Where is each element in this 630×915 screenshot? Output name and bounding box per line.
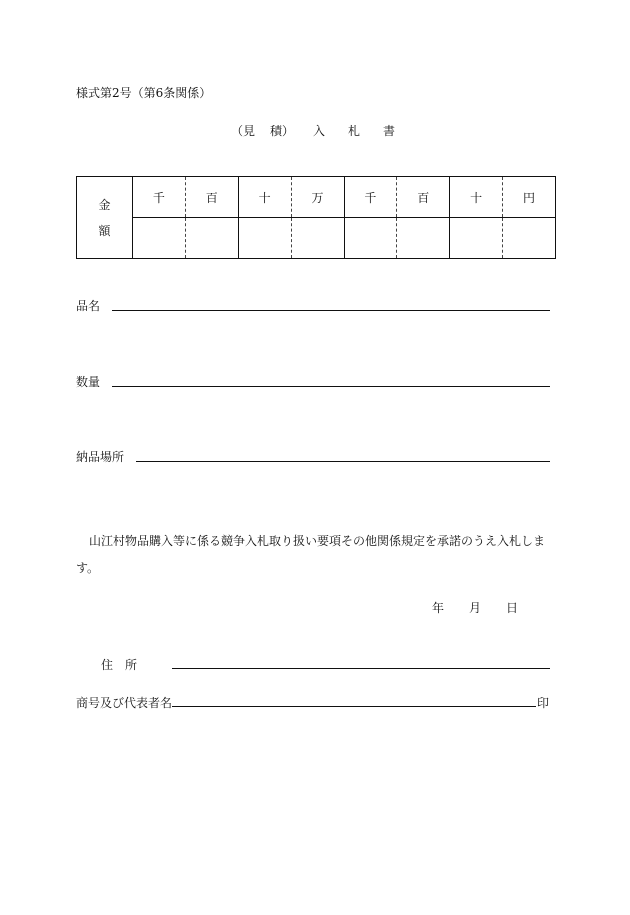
amount-digit-cell[interactable] <box>397 218 450 259</box>
form-number: 様式第2号（第6条関係） <box>76 86 212 100</box>
title-part-2: 積） <box>270 124 295 138</box>
unit-header: 千 <box>344 177 397 218</box>
amount-digit-cell[interactable] <box>291 218 344 259</box>
item-name-label: 品名 <box>76 299 101 313</box>
amount-digit-cell[interactable] <box>344 218 397 259</box>
title-part-5: 書 <box>383 124 396 138</box>
document-title <box>231 122 395 139</box>
unit-header: 百 <box>397 177 450 218</box>
unit-header: 円 <box>503 177 556 218</box>
amount-digit-cell[interactable] <box>503 218 556 259</box>
amount-label: 金 額 <box>77 177 133 259</box>
delivery-place-line[interactable] <box>136 461 550 462</box>
amount-digit-cell[interactable] <box>185 218 238 259</box>
unit-header: 千 <box>133 177 186 218</box>
title-part-1: （見 <box>231 124 256 138</box>
amount-digit-cell[interactable] <box>133 218 186 259</box>
unit-header: 百 <box>185 177 238 218</box>
unit-header: 十 <box>450 177 503 218</box>
delivery-place-label: 納品場所 <box>76 450 125 464</box>
unit-header: 十 <box>238 177 291 218</box>
date-fields <box>432 599 518 616</box>
year-label: 年 <box>432 601 445 615</box>
company-representative-label: 商号及び代表者名 <box>76 696 173 710</box>
item-name-line[interactable] <box>112 310 550 311</box>
title-part-3: 入 <box>313 124 326 138</box>
amount-digit-cell[interactable] <box>238 218 291 259</box>
amount-table <box>76 176 556 259</box>
month-label: 月 <box>469 601 482 615</box>
amount-digit-cell[interactable] <box>450 218 503 259</box>
day-label: 日 <box>506 601 519 615</box>
quantity-label: 数量 <box>76 375 101 389</box>
address-line[interactable] <box>172 668 550 669</box>
bid-statement: 山江村物品購入等に係る競争入札取り扱い要項その他関係規定を承諾のうえ入札します。 <box>76 534 546 575</box>
company-representative-line[interactable] <box>172 706 536 707</box>
quantity-line[interactable] <box>112 386 550 387</box>
address-label: 住 所 <box>101 658 138 672</box>
unit-header: 万 <box>291 177 344 218</box>
title-part-4: 札 <box>348 124 361 138</box>
seal-mark: 印 <box>537 696 550 710</box>
